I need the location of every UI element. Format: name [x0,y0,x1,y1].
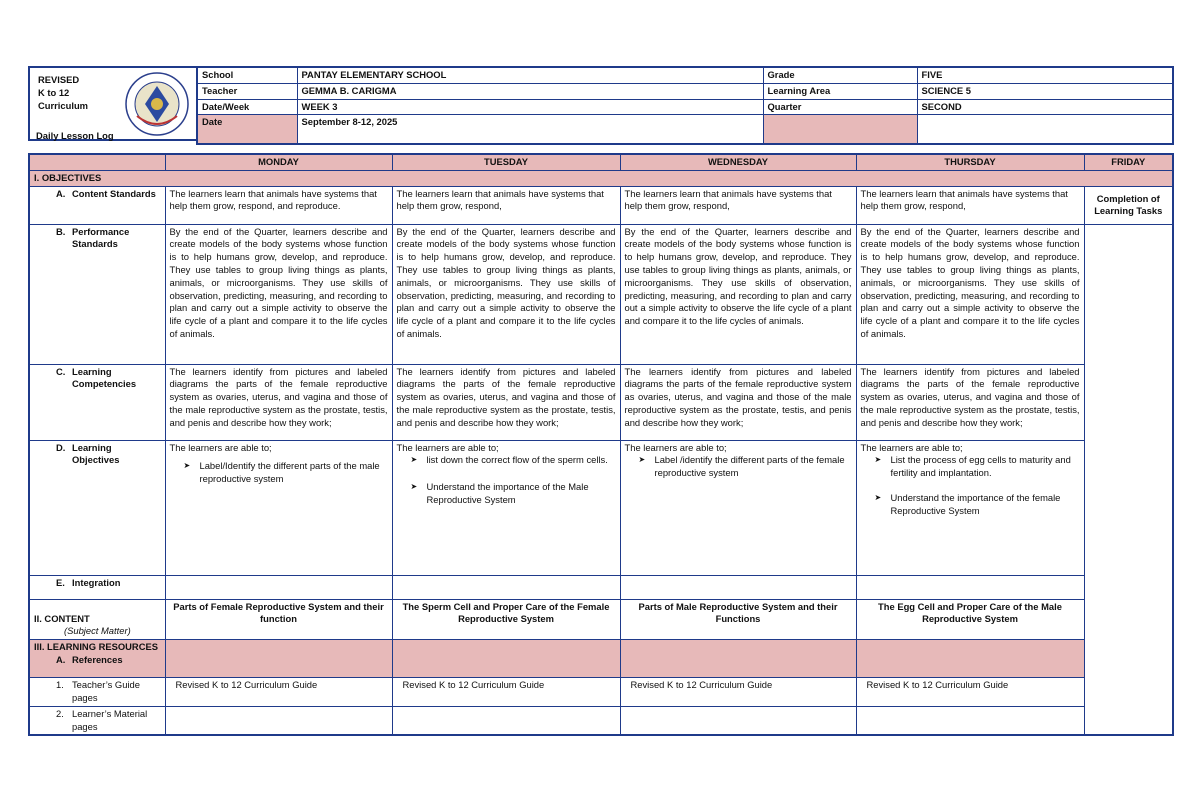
deped-seal-icon [125,72,189,136]
teachers-guide-label: 1. Teacher’s Guide pages [29,678,165,707]
learning-objectives-thursday: The learners are able to; ➤ List the process of egg cells to maturity and fertility and implantation. ➤ Understand the importance of the female Reproductive System [856,440,1084,575]
k12-label: K to 12 [38,87,70,98]
learning-objectives-label: D. Learning Objectives [29,440,165,575]
blank-header-cell [29,154,165,170]
arrow-bullet-icon: ➤ [183,461,191,471]
school-label: School [197,67,297,83]
learning-competencies-thursday: The learners identify from pictures and labeled diagrams the parts of the female reproductive system as ovaries, uterus, and vagina and those of the male reproductive system as the prostate, testis, and penis and describe how they work; [856,364,1084,440]
resources-monday [165,640,392,678]
resources-wednesday [620,640,856,678]
arrow-bullet-icon: ➤ [410,455,418,465]
learners-material-tuesday [392,706,620,735]
arrow-bullet-icon: ➤ [638,455,646,465]
date-value: September 8-12, 2025 [297,115,763,144]
learning-objectives-wednesday: The learners are able to; ➤ Label /identify the different parts of the female reproductive system [620,440,856,575]
objectives-heading: I. OBJECTIVES [29,170,1173,186]
blank-cell [917,115,1173,144]
learning-competencies-label: C. Learning Competencies [29,364,165,440]
performance-standards-monday: By the end of the Quarter, learners describe and create models of the body systems whose function is to help humans grow, develop, and reproduce. They use tables to group living things as plants, animals, or microorganisms. They use skills of observation, predicting, measuring, and recording to plan and carry out a simple activity to observe the life cycle of a plant and compare it to the life cycles of animals. [165,224,392,364]
teachers-guide-wednesday: Revised K to 12 Curriculum Guide [620,678,856,707]
learners-material-label: 2. Learner’s Material pages [29,706,165,735]
grade-value: FIVE [917,67,1173,83]
content-standards-monday: The learners learn that animals have systems that help them grow, respond, and reproduce. [165,186,392,224]
learning-resources-label: III. LEARNING RESOURCES A. References [29,640,165,678]
integration-thursday [856,575,1084,599]
quarter-value: SECOND [917,99,1173,115]
performance-standards-wednesday: By the end of the Quarter, learners describe and create models of the body systems whose function is to help humans grow, develop, and reproduce. They use tables to group living things as plants, animals, or microorganisms. They use skills of observation, predicting, measuring, and recording to plan and carry out a simple activity to observe the life cycle of a plant and compare it to the life cycles of animals. [620,224,856,364]
resources-tuesday [392,640,620,678]
lesson-log-table [28,153,1174,736]
integration-monday [165,575,392,599]
content-standards-wednesday: The learners learn that animals have systems that help them grow, respond, [620,186,856,224]
integration-wednesday [620,575,856,599]
day-header-row [29,154,1173,170]
content-standards-tuesday: The learners learn that animals have systems that help them grow, respond, [392,186,620,224]
teachers-guide-monday: Revised K to 12 Curriculum Guide [165,678,392,707]
curriculum-label: Curriculum [38,100,89,111]
resources-thursday [856,640,1084,678]
arrow-bullet-icon: ➤ [410,482,418,492]
blank-pink-cell [763,115,917,144]
performance-standards-thursday: By the end of the Quarter, learners describe and create models of the body systems whose function is to help humans grow, develop, and reproduce. They use tables to group living things as plants, animals, or microorganisms. They use skills of observation, predicting, measuring, and recording to plan and carry out a simple activity to observe the life cycle of a plant and compare it to the life cycles of animals. [856,224,1084,364]
content-title-wednesday: Parts of Male Reproductive System and their Functions [620,599,856,640]
content-title-monday: Parts of Female Reproductive System and their function [165,599,392,640]
date-week-value: WEEK 3 [297,99,763,115]
arrow-bullet-icon: ➤ [874,455,882,465]
integration-label: E. Integration [29,575,165,599]
teacher-value: GEMMA B. CARIGMA [297,83,763,99]
friday-completion-cell: Completion of Learning Tasks [1084,186,1173,224]
learning-competencies-tuesday: The learners identify from pictures and labeled diagrams the parts of the female reproductive system as ovaries, uterus, and vagina and those of the male reproductive system as the prostate, testis, and penis and describe how they work; [392,364,620,440]
day-tuesday: TUESDAY [392,154,620,170]
performance-standards-tuesday: By the end of the Quarter, learners describe and create models of the body systems whose function is to help humans grow, develop, and reproduce. They use tables to group living things as plants, animals, or microorganisms. They use skills of observation, predicting, measuring, and recording to plan and carry out a simple activity to observe the life cycle of a plant and compare it to the life cycles of animals. [392,224,620,364]
teacher-label: Teacher [197,83,297,99]
grade-label: Grade [763,67,917,83]
day-thursday: THURSDAY [856,154,1084,170]
day-wednesday: WEDNESDAY [620,154,856,170]
teachers-guide-tuesday: Revised K to 12 Curriculum Guide [392,678,620,707]
content-standards-thursday: The learners learn that animals have systems that help them grow, respond, [856,186,1084,224]
learning-competencies-wednesday: The learners identify from pictures and labeled diagrams the parts of the female reproductive system as ovaries, uterus, and vagina and those of the male reproductive system as the prostate, testis, and penis and describe how they work; [620,364,856,440]
learning-objectives-monday: The learners are able to; ➤ Label/Identify the different parts of the male reproductive system [165,440,392,575]
learners-material-monday [165,706,392,735]
learning-objectives-tuesday: The learners are able to; ➤ list down the correct flow of the sperm cells. ➤ Understand the importance of the Male Reproductive System [392,440,620,575]
performance-standards-label: B. Performance Standards [29,224,165,364]
daily-lesson-log-title: Daily Lesson Log [36,130,114,141]
learning-area-label: Learning Area [763,83,917,99]
header-logo-block [28,66,196,141]
school-value: PANTAY ELEMENTARY SCHOOL [297,67,763,83]
learning-competencies-monday: The learners identify from pictures and labeled diagrams the parts of the female reproductive system as ovaries, uterus, and vagina and those of the male reproductive system as the prostate, testis, and penis and describe how they work; [165,364,392,440]
quarter-label: Quarter [763,99,917,115]
content-title-thursday: The Egg Cell and Proper Care of the Male Reproductive System [856,599,1084,640]
date-week-label: Date/Week [197,99,297,115]
content-label: II. CONTENT (Subject Matter) [29,599,165,640]
date-label: Date [197,115,297,144]
revised-label: REVISED [38,74,80,85]
day-monday: MONDAY [165,154,392,170]
learners-material-wednesday [620,706,856,735]
header-info-table [196,66,1174,145]
friday-blank-cell [1084,224,1173,735]
learning-area-value: SCIENCE 5 [917,83,1173,99]
learners-material-thursday [856,706,1084,735]
arrow-bullet-icon: ➤ [874,492,882,502]
content-title-tuesday: The Sperm Cell and Proper Care of the Female Reproductive System [392,599,620,640]
content-standards-label: A. Content Standards [29,186,165,224]
teachers-guide-thursday: Revised K to 12 Curriculum Guide [856,678,1084,707]
day-friday: FRIDAY [1084,154,1173,170]
integration-tuesday [392,575,620,599]
